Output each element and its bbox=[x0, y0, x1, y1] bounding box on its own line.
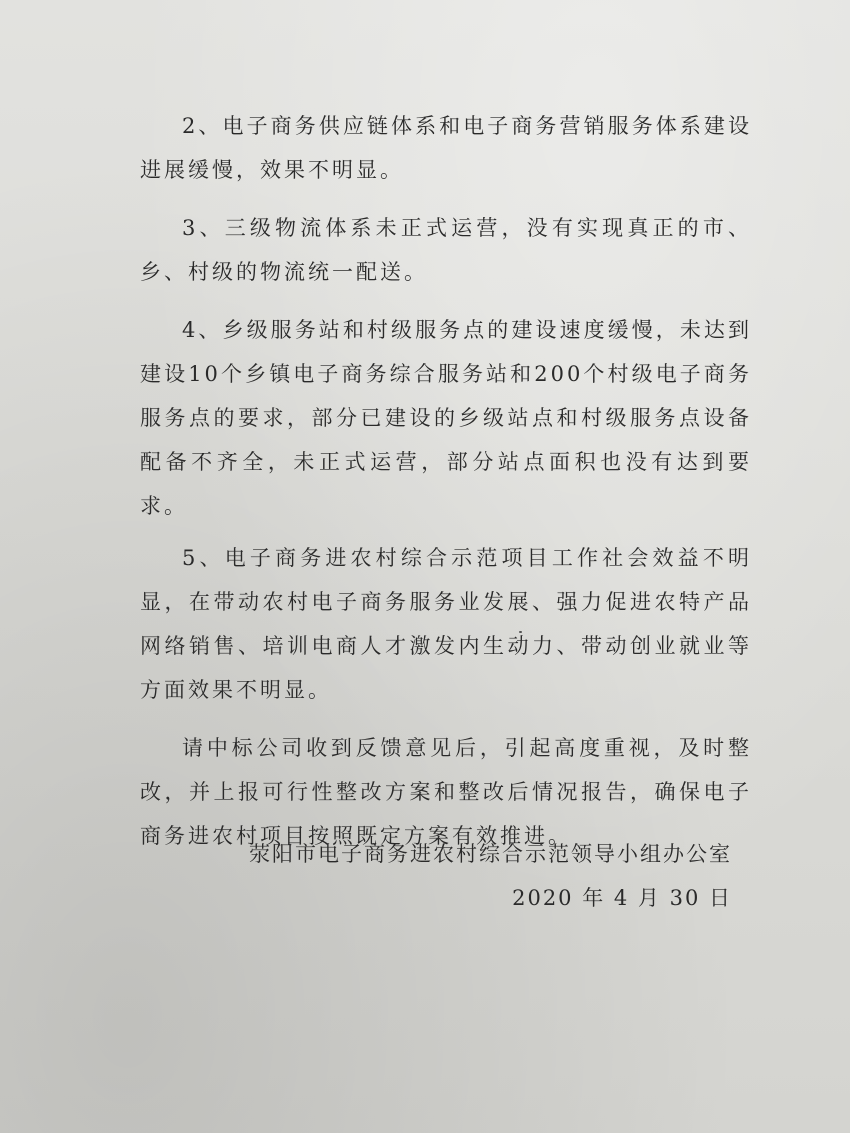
paragraph-item-2: 2、电子商务供应链体系和电子商务营销服务体系建设进展缓慢，效果不明显。 bbox=[140, 114, 752, 182]
signature-date: 2020 年 4 月 30 日 bbox=[512, 886, 732, 910]
paper-speck bbox=[519, 631, 522, 633]
paragraph-item-4: 4、乡级服务站和村级服务点的建设速度缓慢，未达到建设10个乡镇电子商务综合服务站和200个村级电子商务服务点的要求，部分已建设的乡级站点和村级服务点设备配备不齐全，未正式运营，部分站点面积也没有达到要求。 bbox=[140, 318, 752, 518]
document-body bbox=[140, 104, 752, 872]
signature-block bbox=[249, 832, 732, 920]
paragraph-request: 请中标公司收到反馈意见后，引起高度重视，及时整改，并上报可行性整改方案和整改后情况报告，确保电子商务进农村项目按照既定方案有效推进。 bbox=[140, 736, 752, 848]
paragraph-item-3: 3、三级物流体系未正式运营，没有实现真正的市、乡、村级的物流统一配送。 bbox=[140, 216, 752, 284]
signature-organization: 荥阳市电子商务进农村综合示范领导小组办公室 bbox=[249, 842, 732, 866]
paragraph-item-5: 5、电子商务进农村综合示范项目工作社会效益不明显，在带动农村电子商务服务业发展、强力促进农特产品网络销售、培训电商人才激发内生动力、带动创业就业等方面效果不明显。 bbox=[140, 546, 752, 702]
